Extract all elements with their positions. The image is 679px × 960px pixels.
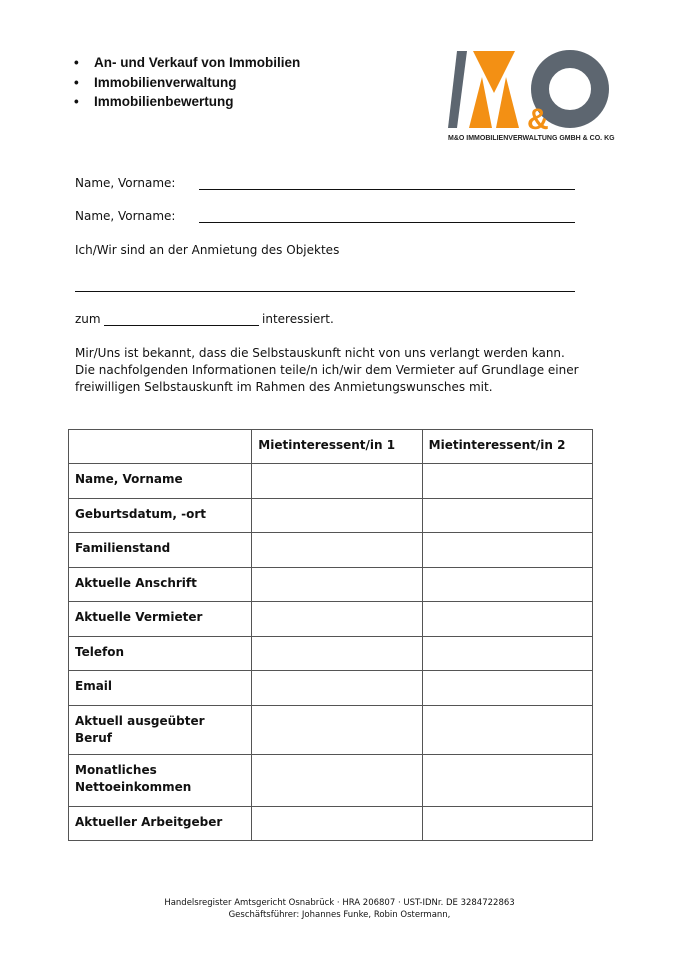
input-cell[interactable] bbox=[252, 602, 422, 637]
header-cell: Mietinteressent/in 1 bbox=[252, 430, 422, 464]
row-label: Aktuell ausgeübter Beruf bbox=[69, 706, 252, 755]
input-cell[interactable] bbox=[422, 533, 592, 568]
row-label: Name, Vorname bbox=[69, 464, 252, 499]
row-label: Geburtsdatum, -ort bbox=[69, 499, 252, 533]
input-cell[interactable] bbox=[252, 464, 422, 499]
name-label-2: Name, Vorname: bbox=[75, 209, 176, 223]
zum-label: zum bbox=[75, 312, 101, 326]
object-text: Ich/Wir sind an der Anmietung des Objektes bbox=[75, 243, 340, 257]
input-cell[interactable] bbox=[422, 499, 592, 533]
table-row bbox=[69, 755, 593, 807]
row-label: Telefon bbox=[69, 637, 252, 671]
row-label: Email bbox=[69, 671, 252, 706]
service-item: • Immobilienverwaltung bbox=[94, 75, 237, 90]
table-row bbox=[69, 499, 593, 533]
input-cell[interactable] bbox=[422, 637, 592, 671]
logo-company-text: M&O IMMOBILIENVERWALTUNG GMBH & CO. KG bbox=[448, 135, 615, 142]
input-cell[interactable] bbox=[252, 807, 422, 841]
table-row bbox=[69, 706, 593, 755]
name-label-1: Name, Vorname: bbox=[75, 176, 176, 190]
svg-text:&: & bbox=[527, 103, 549, 136]
row-label: Monatliches Nettoeinkommen bbox=[69, 755, 252, 807]
row-label: Aktuelle Vermieter bbox=[69, 602, 252, 637]
applicant-table bbox=[68, 429, 593, 841]
table-row bbox=[69, 602, 593, 637]
service-item: • Immobilienbewertung bbox=[94, 94, 234, 109]
input-cell[interactable] bbox=[252, 706, 422, 755]
table-row bbox=[69, 671, 593, 706]
name-field-2[interactable] bbox=[199, 209, 575, 223]
row-label: Familienstand bbox=[69, 533, 252, 568]
service-item: • An- und Verkauf von Immobilien bbox=[94, 55, 300, 70]
footer-register: Handelsregister Amtsgericht Osnabrück · HRA 206807 · UST-IDNr. DE 3284722863 bbox=[164, 898, 515, 908]
input-cell[interactable] bbox=[422, 568, 592, 602]
info-line: Mir/Uns ist bekannt, dass die Selbstauskunft nicht von uns verlangt werden kann. bbox=[75, 346, 565, 360]
input-cell[interactable] bbox=[422, 464, 592, 499]
table-header-row bbox=[69, 430, 593, 464]
input-cell[interactable] bbox=[422, 807, 592, 841]
input-cell[interactable] bbox=[252, 533, 422, 568]
row-label: Aktueller Arbeitgeber bbox=[69, 807, 252, 841]
input-cell[interactable] bbox=[252, 671, 422, 706]
row-label: Aktuelle Anschrift bbox=[69, 568, 252, 602]
input-cell[interactable] bbox=[252, 755, 422, 807]
table-row bbox=[69, 533, 593, 568]
info-line: Die nachfolgenden Informationen teile/n ich/wir dem Vermieter auf Grundlage einer bbox=[75, 363, 579, 377]
header-cell: Mietinteressent/in 2 bbox=[422, 430, 592, 464]
interessiert-label: interessiert. bbox=[262, 312, 334, 326]
input-cell[interactable] bbox=[422, 755, 592, 807]
company-logo bbox=[445, 45, 635, 145]
name-field-1[interactable] bbox=[199, 176, 575, 190]
object-field[interactable] bbox=[75, 278, 575, 292]
input-cell[interactable] bbox=[422, 602, 592, 637]
input-cell[interactable] bbox=[422, 706, 592, 755]
info-line: freiwilligen Selbstauskunft im Rahmen des Anmietungswunsches mit. bbox=[75, 380, 493, 394]
table-row bbox=[69, 637, 593, 671]
table-row bbox=[69, 807, 593, 841]
input-cell[interactable] bbox=[252, 499, 422, 533]
header-cell bbox=[69, 430, 252, 464]
input-cell[interactable] bbox=[252, 568, 422, 602]
date-field[interactable] bbox=[104, 312, 259, 326]
table-row bbox=[69, 568, 593, 602]
input-cell[interactable] bbox=[422, 671, 592, 706]
footer-managers: Geschäftsführer: Johannes Funke, Robin Ostermann, bbox=[228, 910, 451, 920]
table-row bbox=[69, 464, 593, 499]
input-cell[interactable] bbox=[252, 637, 422, 671]
